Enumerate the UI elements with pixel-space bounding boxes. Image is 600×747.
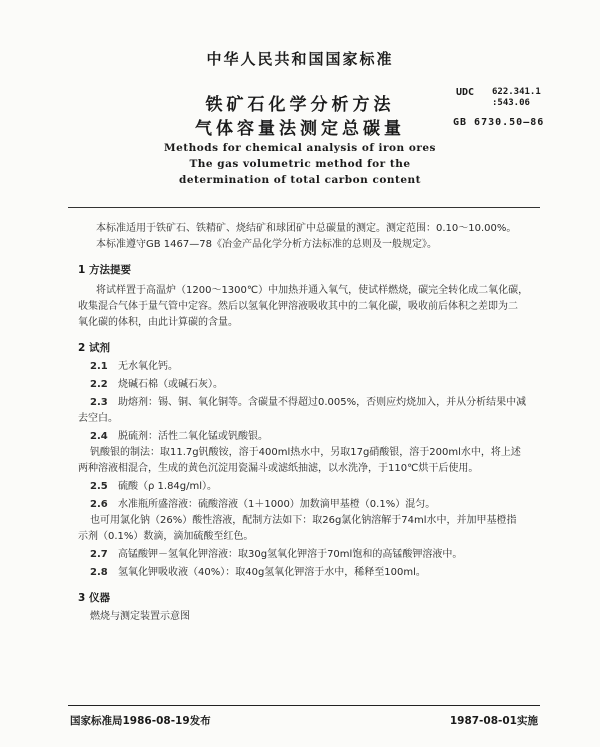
reagent-note: 两种溶液相混合，生成的黄色沉淀用瓷漏斗或滤纸抽滤，以水洗净，于110℃烘干后使用。 (78, 463, 479, 474)
reagent-note: 也可用氯化钠（26%）酸性溶液，配制方法如下：取26g氯化钠溶解于74ml水中，并加甲基橙指 (90, 515, 517, 526)
item-number: 2.1 (90, 361, 108, 372)
reagent-item: 脱硫剂：活性二氧化锰或钒酸银。 (118, 431, 268, 442)
udc-code-line1: 622.341.1 (492, 87, 541, 97)
item-number: 2.6 (90, 499, 108, 510)
reagent-item-continued: 去空白。 (78, 413, 118, 424)
item-number: 2.2 (90, 379, 108, 390)
reagent-item: 高锰酸钾－氢氧化钾溶液：取30g氢氧化钾溶于70ml饱和的高锰酸钾溶液中。 (118, 549, 463, 560)
reagent-item: 水准瓶所盛溶液：硫酸溶液（1＋1000）加数滴甲基橙（0.1%）混匀。 (118, 499, 436, 510)
reagent-note: 示剂（0.1%）数滴，滴加硫酸至红色。 (78, 531, 254, 542)
section-3-heading: 3 仪器 (78, 592, 110, 604)
gb-code: GB 6730.50—86 (453, 117, 545, 128)
section-1-heading: 1 方法提要 (78, 264, 131, 276)
english-title-line1: Methods for chemical analysis of iron ores (164, 142, 436, 154)
section-1-line: 收集混合气体于量气管中定容。然后以氢氧化钾溶液吸收其中的二氧化碳，吸收前后体积之差即为二 (78, 301, 518, 312)
issue-date: 国家标准局1986-08-19发布 (70, 715, 211, 727)
intro-paragraph-1: 本标准适用于铁矿石、铁精矿、烧结矿和球团矿中总碳量的测定。测定范围：0.10～10.00%。 (96, 223, 517, 234)
udc-code (492, 87, 541, 109)
national-standard-heading: 中华人民共和国国家标准 (206, 50, 394, 68)
reagent-note: 钒酸银的制法：取11.7g钒酸铵，溶于400ml热水中，另取17g硝酸银，溶于200ml水中，将上述 (90, 447, 521, 458)
header-divider (68, 207, 540, 208)
chinese-title-line2: 气体容量法测定总碳量 (195, 119, 405, 139)
reagent-item: 硫酸（ρ 1.84g/ml）。 (118, 481, 218, 492)
intro-paragraph-2: 本标准遵守GB 1467—78《冶金产品化学分析方法标准的总则及一般规定》。 (96, 239, 437, 250)
item-number: 2.8 (90, 567, 108, 578)
item-number: 2.3 (90, 397, 108, 408)
english-title-line3: determination of total carbon content (179, 174, 421, 186)
reagent-item: 烧碱石棉（或碱石灰）。 (118, 379, 223, 390)
udc-code-line2: :543.06 (492, 98, 530, 108)
udc-label: UDC (456, 87, 475, 98)
item-number: 2.4 (90, 431, 108, 442)
reagent-item: 氢氧化钾吸收液（40%）：取40g氢氧化钾溶于水中，稀释至100ml。 (118, 567, 426, 578)
reagent-item: 无水氧化钙。 (118, 361, 178, 372)
section-1-line: 氧化碳的体积，由此计算碳的含量。 (78, 317, 238, 328)
section-1-line: 将试样置于高温炉（1200～1300℃）中加热并通入氧气，使试样燃烧，碳完全转化成二氧化碳， (96, 285, 529, 296)
item-number: 2.5 (90, 481, 108, 492)
chinese-title-line1: 铁矿石化学分析方法 (205, 95, 395, 115)
item-number: 2.7 (90, 549, 108, 560)
section-2-heading: 2 试剂 (78, 342, 110, 354)
footer-divider (68, 705, 540, 706)
effective-date: 1987-08-01实施 (449, 715, 538, 727)
english-title-line2: The gas volumetric method for the (189, 158, 411, 170)
figure-caption: 燃烧与测定装置示意图 (90, 611, 190, 622)
reagent-item: 助熔剂：锡、铜、氧化铜等。含碳量不得超过0.005%，否则应灼烧加入，并从分析结果中减 (118, 397, 527, 408)
